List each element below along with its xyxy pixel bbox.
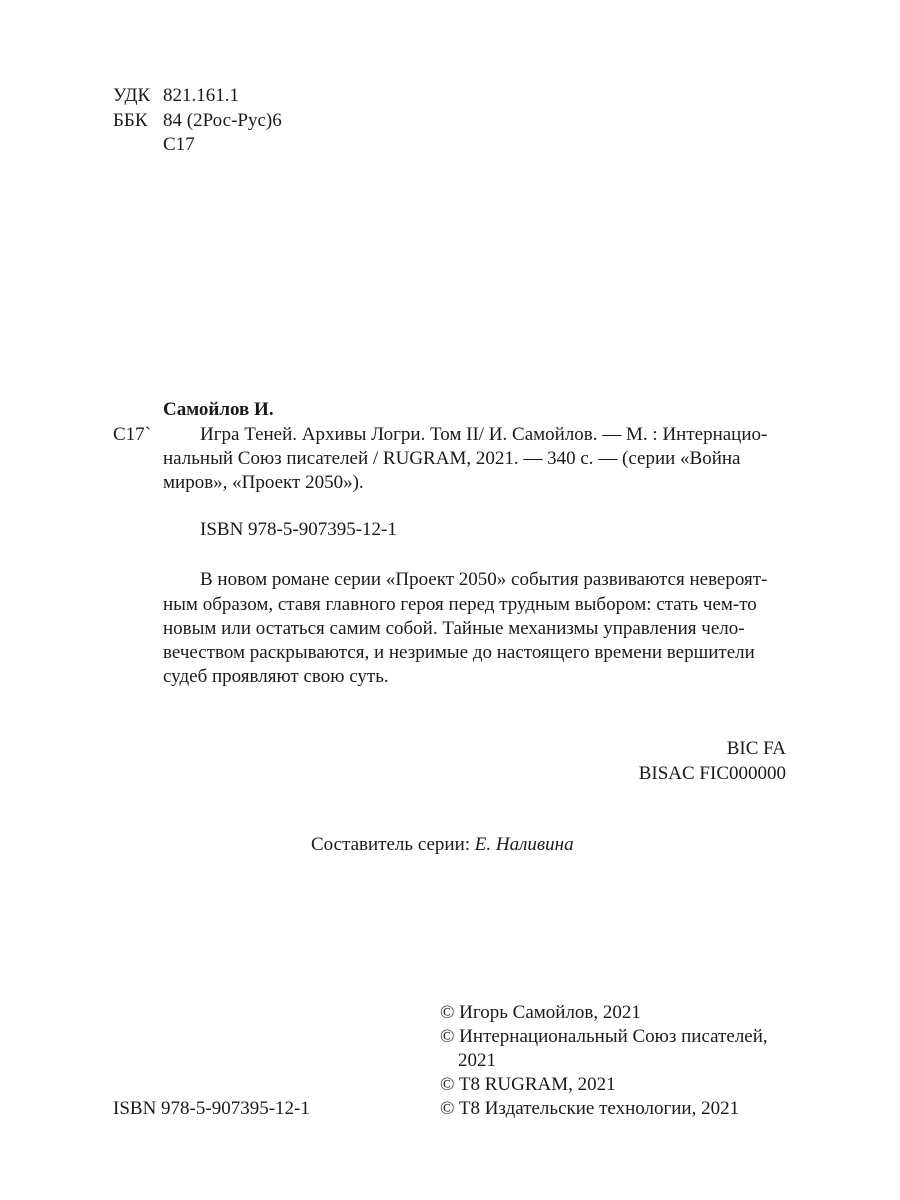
annotation-line-2: ным образом, ставя главного героя перед трудным выбором: стать чем-то bbox=[163, 594, 757, 615]
series-compiler-name: Е. Наливина bbox=[474, 834, 574, 855]
annotation-line-5: судеб проявляют свою суть. bbox=[163, 666, 389, 687]
bbk-value: 84 (2Рос-Рус)6 bbox=[163, 110, 282, 131]
record-desc-line-1: Игра Теней. Архивы Логри. Том II/ И. Самойлов. — М. : Интернацио- bbox=[200, 424, 768, 445]
copyright-author: © Игорь Самойлов, 2021 bbox=[440, 1002, 641, 1023]
series-compiler bbox=[311, 833, 574, 857]
record-author: Самойлов И. bbox=[163, 399, 274, 420]
bic-code: BIC FA bbox=[726, 738, 786, 759]
author-mark: С17 bbox=[163, 134, 195, 155]
copyright-t8-tech: © T8 Издательские технологии, 2021 bbox=[440, 1098, 740, 1119]
annotation-line-3: новым или остаться самим собой. Тайные механизмы управления чело- bbox=[163, 618, 745, 639]
bisac-code: BISAC FIC000000 bbox=[638, 763, 786, 784]
bbk-label: ББК bbox=[113, 110, 148, 131]
copyright-rugram: © T8 RUGRAM, 2021 bbox=[440, 1074, 616, 1095]
series-compiler-label: Составитель серии: bbox=[311, 834, 471, 855]
udk-value: 821.161.1 bbox=[163, 85, 239, 106]
record-isbn: ISBN 978-5-907395-12-1 bbox=[200, 519, 397, 540]
copyright-union-year: 2021 bbox=[458, 1050, 496, 1071]
record-mark: С17` bbox=[113, 424, 151, 445]
record-desc-line-2: нальный Союз писателей / RUGRAM, 2021. — 340 с. — (серии «Война bbox=[163, 448, 741, 469]
footer-isbn: ISBN 978-5-907395-12-1 bbox=[113, 1098, 310, 1119]
annotation-line-4: вечеством раскрываются, и незримые до настоящего времени вершители bbox=[163, 642, 755, 663]
record-desc-line-3: миров», «Проект 2050»). bbox=[163, 472, 364, 493]
copyright-union: © Интернациональный Союз писателей, bbox=[440, 1026, 768, 1047]
annotation-line-1: В новом романе серии «Проект 2050» события развиваются невероят- bbox=[200, 569, 768, 590]
udk-label: УДК bbox=[113, 85, 151, 106]
